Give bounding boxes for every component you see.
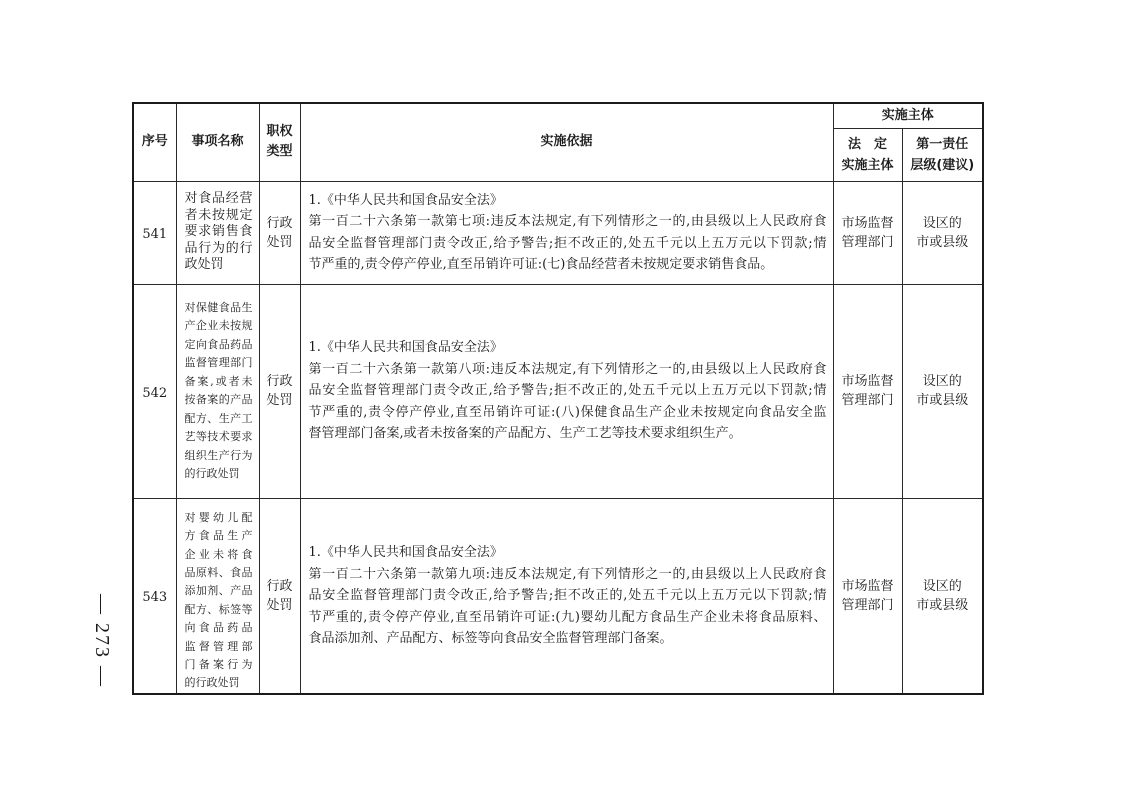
legal-subject bbox=[834, 577, 902, 615]
basis-line: 第一百二十六条第一款第九项:违反本法规定,有下列情形之一的,由县级以上人民政府食 bbox=[308, 566, 827, 582]
item-name-line: 对食品经营 bbox=[184, 191, 253, 207]
responsibility-level-line: 设区的 bbox=[922, 578, 962, 594]
table-header bbox=[133, 103, 983, 181]
authority-type-cell bbox=[259, 284, 300, 498]
legal-subject-line: 市场监督 bbox=[841, 578, 894, 594]
legal-subject-line: 管理部门 bbox=[841, 597, 894, 613]
header-item-name-label: 事项名称 bbox=[191, 134, 244, 150]
basis-law-title: 1.《中华人民共和国食品安全法》 bbox=[308, 340, 503, 356]
item-name-line: 者未按规定 bbox=[184, 207, 253, 223]
item-name-line: 监督管理部门 bbox=[184, 356, 253, 369]
header-responsibility-level-line: 层级(建议) bbox=[910, 157, 975, 173]
basis-line: 节严重的,责令停产停业,直至吊销许可证:(七)食品经营者未按规定要求销售食品。 bbox=[308, 257, 774, 272]
legal-subject-cell bbox=[833, 498, 902, 694]
item-name-line: 的行政处罚 bbox=[184, 467, 240, 480]
table-row bbox=[133, 284, 983, 498]
item-name-line: 企业未将食 bbox=[184, 547, 253, 561]
seq-number: 541 bbox=[142, 227, 168, 242]
legal-subject-cell bbox=[833, 181, 902, 284]
authority-type-line: 行政 bbox=[266, 215, 293, 231]
item-name-line: 配方、标签等 bbox=[184, 602, 253, 616]
authority-type-line: 处罚 bbox=[266, 597, 293, 613]
basis-text bbox=[301, 190, 833, 276]
seq-cell bbox=[133, 498, 176, 694]
header-legal-subject-line: 法 定 bbox=[847, 136, 887, 152]
basis-law-title: 1.《中华人民共和国食品安全法》 bbox=[308, 545, 503, 560]
header-basis bbox=[300, 103, 833, 181]
header-subject-group-label: 实施主体 bbox=[881, 107, 934, 123]
header-responsibility-level-label bbox=[903, 134, 983, 176]
legal-subject-line: 市场监督 bbox=[841, 215, 894, 231]
authority-type-line: 处罚 bbox=[266, 393, 293, 408]
item-name bbox=[177, 499, 259, 693]
basis-text bbox=[301, 337, 833, 445]
item-name-cell bbox=[176, 284, 259, 498]
authority-type bbox=[260, 214, 300, 252]
item-name-line: 的行政处罚 bbox=[184, 676, 240, 690]
responsibility-level bbox=[903, 577, 983, 615]
basis-line: 品安全监督管理部门责令改正,给予警告;拒不改正的,处五千元以上五万元以下罚款;情 bbox=[308, 383, 827, 399]
enforcement-items-table bbox=[132, 102, 984, 695]
item-name-line: 政处罚 bbox=[184, 257, 224, 273]
item-name-cell bbox=[176, 498, 259, 694]
item-name-line: 门备案行为 bbox=[184, 657, 253, 671]
authority-type-line: 行政 bbox=[266, 374, 293, 389]
responsibility-level bbox=[903, 214, 983, 252]
authority-type-cell bbox=[259, 498, 300, 694]
header-seq-label: 序号 bbox=[141, 134, 168, 150]
responsibility-level-line: 设区的 bbox=[922, 215, 962, 231]
table-body bbox=[133, 181, 983, 694]
responsibility-level bbox=[903, 372, 983, 410]
legal-subject-line: 市场监督 bbox=[841, 374, 894, 389]
item-name-line: 品行为的行 bbox=[184, 240, 253, 256]
basis-line: 品安全监督管理部门责令改正,给予警告;拒不改正的,处五千元以上五万元以下罚款;情 bbox=[308, 588, 827, 603]
item-name-line: 艺等技术要求 bbox=[184, 430, 253, 443]
basis-line: 节严重的,责令停产停业,直至吊销许可证:(八)保健食品生产企业未按规定向食品安全监 bbox=[308, 404, 827, 420]
basis-line: 节严重的,责令停产停业,直至吊销许可证:(九)婴幼儿配方食品生产企业未将食品原料、 bbox=[308, 609, 827, 625]
responsibility-level-cell bbox=[902, 284, 983, 498]
header-authority-type-line: 类型 bbox=[266, 144, 293, 160]
basis-cell bbox=[300, 284, 833, 498]
basis-law-title: 1.《中华人民共和国食品安全法》 bbox=[308, 192, 503, 208]
header-responsibility-level-line: 第一责任 bbox=[916, 136, 969, 152]
header-responsibility-level bbox=[902, 128, 983, 181]
responsibility-level-line: 市或县级 bbox=[916, 597, 969, 613]
header-item-name bbox=[176, 103, 259, 181]
item-name-line: 备案,或者未 bbox=[184, 374, 253, 388]
seq-number: 542 bbox=[142, 385, 168, 401]
responsibility-level-line: 市或县级 bbox=[916, 393, 969, 408]
item-name-line: 要求销售食 bbox=[184, 224, 253, 240]
header-seq bbox=[133, 103, 176, 181]
authority-type-line: 处罚 bbox=[266, 234, 293, 250]
item-name-line: 组织生产行为 bbox=[184, 448, 253, 462]
item-name-line: 品原料、食品 bbox=[184, 565, 253, 579]
item-name-cell bbox=[176, 181, 259, 284]
basis-cell bbox=[300, 181, 833, 284]
legal-subject-cell bbox=[833, 284, 902, 498]
item-name bbox=[177, 191, 259, 274]
basis-cell bbox=[300, 498, 833, 694]
item-name-line: 向食品药品 bbox=[184, 621, 253, 635]
item-name-line: 监督管理部 bbox=[184, 639, 253, 653]
seq-number: 543 bbox=[142, 590, 168, 606]
header-legal-subject bbox=[833, 128, 902, 181]
page-number: — 273 — bbox=[91, 594, 113, 688]
item-name-line: 添加剂、产品 bbox=[184, 584, 253, 598]
header-authority-type-label bbox=[260, 122, 300, 162]
basis-line: 品安全监督管理部门责令改正,给予警告;拒不改正的,处五千元以上五万元以下罚款;情 bbox=[308, 235, 827, 251]
header-row bbox=[133, 103, 983, 128]
responsibility-level-cell bbox=[902, 498, 983, 694]
header-authority-type-line: 职权 bbox=[266, 124, 293, 140]
item-name-line: 产企业未按规 bbox=[184, 319, 253, 332]
table-row bbox=[133, 181, 983, 284]
basis-line: 食品添加剂、产品配方、标签等向食品安全监督管理部门备案。 bbox=[308, 631, 673, 646]
seq-cell bbox=[133, 284, 176, 498]
header-authority-type bbox=[259, 103, 300, 181]
header-legal-subject-line: 实施主体 bbox=[841, 157, 894, 173]
basis-text bbox=[301, 542, 833, 650]
item-name-line: 对婴幼儿配 bbox=[184, 510, 253, 524]
responsibility-level-cell bbox=[902, 181, 983, 284]
header-legal-subject-label bbox=[834, 134, 902, 176]
header-basis-label: 实施依据 bbox=[540, 134, 593, 150]
legal-subject-line: 管理部门 bbox=[841, 234, 894, 250]
authority-type bbox=[260, 372, 300, 410]
basis-line: 督管理部门备案,或者未按备案的产品配方、生产工艺等技术要求组织生产。 bbox=[308, 426, 742, 442]
item-name-line: 方食品生产 bbox=[184, 529, 253, 543]
authority-type-line: 行政 bbox=[266, 578, 293, 594]
table-row bbox=[133, 498, 983, 694]
item-name-line: 按备案的产品 bbox=[184, 393, 253, 406]
basis-line: 第一百二十六条第一款第八项:违反本法规定,有下列情形之一的,由县级以上人民政府食 bbox=[308, 361, 827, 377]
responsibility-level-line: 市或县级 bbox=[916, 234, 969, 250]
item-name-line: 对保健食品生 bbox=[184, 300, 253, 314]
header-subject-group bbox=[833, 103, 983, 128]
legal-subject bbox=[834, 214, 902, 252]
item-name-line: 配方、生产工 bbox=[184, 411, 253, 425]
legal-subject bbox=[834, 372, 902, 410]
basis-line: 第一百二十六条第一款第七项:违反本法规定,有下列情形之一的,由县级以上人民政府食 bbox=[308, 214, 827, 229]
authority-type-cell bbox=[259, 181, 300, 284]
seq-cell bbox=[133, 181, 176, 284]
item-name-line: 定向食品药品 bbox=[184, 337, 253, 351]
authority-type bbox=[260, 577, 300, 615]
item-name bbox=[177, 299, 259, 484]
responsibility-level-line: 设区的 bbox=[922, 374, 962, 389]
legal-subject-line: 管理部门 bbox=[841, 393, 894, 408]
